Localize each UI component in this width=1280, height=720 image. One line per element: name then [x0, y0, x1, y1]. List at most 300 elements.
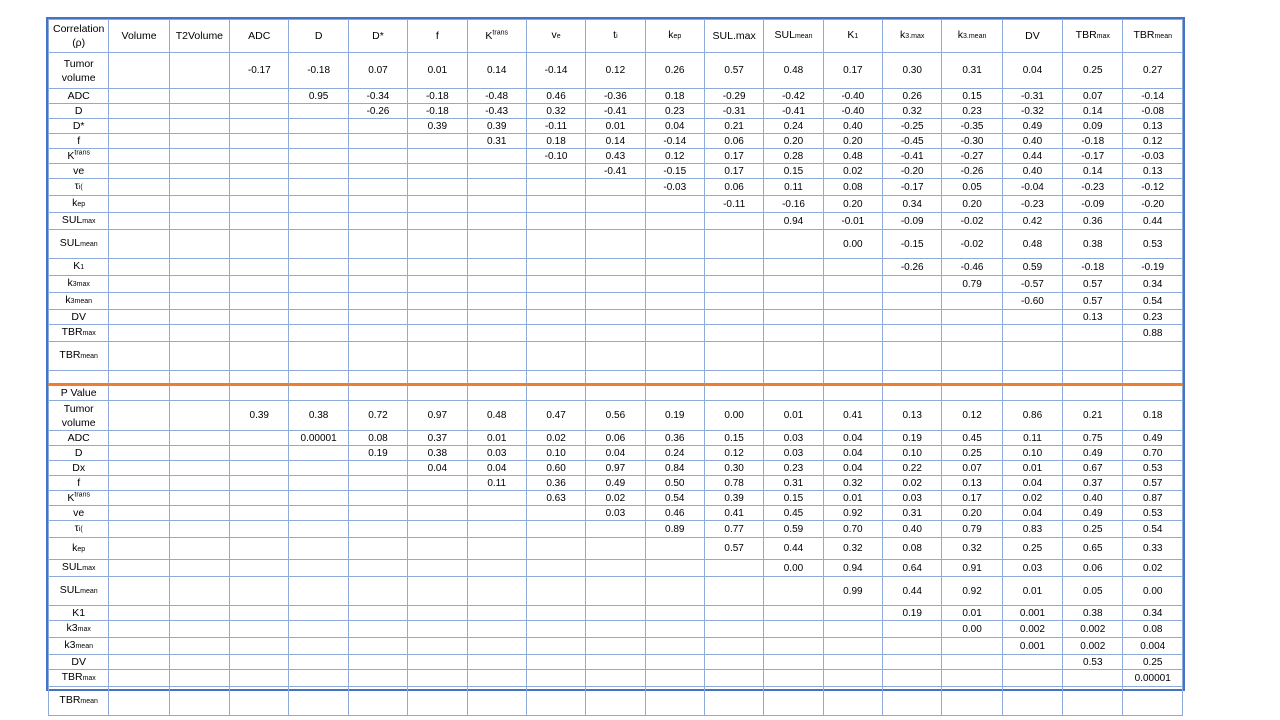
table-cell — [230, 687, 289, 716]
table-cell: 0.18 — [645, 89, 704, 104]
table-cell — [289, 538, 348, 560]
table-cell: 0.04 — [408, 461, 467, 476]
row-label — [49, 621, 109, 638]
spacer-cell — [230, 371, 289, 385]
table-cell: 0.30 — [883, 53, 942, 89]
column-header — [348, 20, 407, 53]
table-cell: 0.36 — [526, 476, 585, 491]
table-cell — [1123, 342, 1183, 371]
table-cell: 0.97 — [586, 461, 645, 476]
label-base: k — [72, 541, 78, 554]
table-cell: 0.13 — [942, 476, 1002, 491]
label-base: D* — [72, 120, 85, 132]
table-cell: 0.92 — [942, 577, 1002, 606]
table-cell — [645, 560, 704, 577]
table-cell: 0.53 — [1123, 230, 1183, 259]
table-row — [49, 276, 1183, 293]
table-cell — [704, 259, 763, 276]
table-cell — [1002, 670, 1062, 687]
table-cell: 0.02 — [526, 431, 585, 446]
table-cell: 0.00 — [823, 230, 882, 259]
table-cell — [408, 506, 467, 521]
table-cell — [408, 687, 467, 716]
table-cell — [764, 577, 823, 606]
table-cell: 0.04 — [645, 119, 704, 134]
table-cell: 0.34 — [1123, 276, 1183, 293]
table-cell: 0.12 — [704, 446, 763, 461]
table-cell: -0.42 — [764, 89, 823, 104]
table-cell — [109, 179, 169, 196]
table-cell — [169, 119, 229, 134]
table-cell: -0.17 — [230, 53, 289, 89]
table-cell — [230, 164, 289, 179]
table-row — [49, 179, 1183, 196]
table-cell — [348, 196, 407, 213]
table-cell: 0.19 — [883, 606, 942, 621]
table-cell: -0.34 — [348, 89, 407, 104]
table-cell — [230, 179, 289, 196]
section-separator — [49, 371, 1183, 385]
table-cell — [230, 89, 289, 104]
table-cell: 0.31 — [467, 134, 526, 149]
label-base: k — [957, 29, 964, 41]
table-cell — [764, 310, 823, 325]
table-cell: 0.15 — [764, 491, 823, 506]
table-cell: 0.48 — [823, 149, 882, 164]
table-cell — [230, 621, 289, 638]
table-cell: 0.18 — [526, 134, 585, 149]
table-cell — [467, 577, 526, 606]
table-cell — [467, 164, 526, 179]
table-cell — [109, 687, 169, 716]
table-cell — [823, 638, 882, 655]
table-cell: 0.38 — [408, 446, 467, 461]
table-row — [49, 164, 1183, 179]
table-cell: 0.72 — [348, 401, 407, 431]
label-base: SUL — [61, 214, 83, 226]
table-cell — [230, 461, 289, 476]
row-label — [49, 577, 109, 606]
table-cell — [230, 521, 289, 538]
table-row — [49, 401, 1183, 431]
table-cell — [883, 385, 942, 401]
table-cell — [408, 521, 467, 538]
table-cell — [586, 342, 645, 371]
table-cell — [169, 196, 229, 213]
table-cell: 0.19 — [883, 431, 942, 446]
label-sub: ep — [77, 201, 86, 208]
table-cell — [526, 655, 585, 670]
table-cell: 0.07 — [348, 53, 407, 89]
table-cell — [467, 293, 526, 310]
column-header — [645, 20, 704, 53]
table-cell — [109, 53, 169, 89]
column-header — [823, 20, 882, 53]
label-base: ADC — [248, 29, 271, 42]
table-cell — [1063, 385, 1123, 401]
row-label — [49, 179, 109, 196]
table-cell — [526, 259, 585, 276]
table-cell — [942, 687, 1002, 716]
table-cell: 0.88 — [1123, 325, 1183, 342]
label-base: v — [551, 29, 557, 41]
table-cell — [467, 655, 526, 670]
table-cell — [348, 606, 407, 621]
table-cell — [289, 149, 348, 164]
table-cell — [169, 401, 229, 431]
table-cell — [526, 325, 585, 342]
table-cell: -0.03 — [1123, 149, 1183, 164]
table-cell: -0.18 — [1063, 259, 1123, 276]
row-label — [49, 342, 109, 371]
label-base: SUL — [61, 561, 83, 573]
table-cell — [586, 638, 645, 655]
table-cell: 0.25 — [1063, 53, 1123, 89]
table-cell — [289, 606, 348, 621]
table-cell — [526, 538, 585, 560]
table-cell: 0.18 — [1123, 401, 1183, 431]
table-cell: 0.43 — [586, 149, 645, 164]
table-cell — [823, 655, 882, 670]
row-label — [49, 196, 109, 213]
table-cell: 0.05 — [1063, 577, 1123, 606]
label-base: ADC — [67, 432, 90, 444]
row-label — [49, 259, 109, 276]
table-cell — [586, 310, 645, 325]
table-cell — [586, 621, 645, 638]
table-cell: 0.004 — [1123, 638, 1183, 655]
table-cell: 0.05 — [942, 179, 1002, 196]
label-base: K — [67, 492, 75, 504]
table-cell: -0.45 — [883, 134, 942, 149]
table-cell — [169, 606, 229, 621]
spacer-cell — [348, 371, 407, 385]
table-cell: 0.40 — [1002, 164, 1062, 179]
label-sub: max — [82, 675, 96, 682]
table-cell — [467, 325, 526, 342]
table-cell — [169, 149, 229, 164]
table-cell — [526, 621, 585, 638]
table-cell — [408, 560, 467, 577]
table-cell: 0.59 — [764, 521, 823, 538]
table-cell — [289, 310, 348, 325]
table-cell — [289, 506, 348, 521]
table-row — [49, 259, 1183, 276]
table-cell: 0.89 — [645, 521, 704, 538]
spacer-cell — [883, 371, 942, 385]
column-header — [1002, 20, 1062, 53]
table-cell — [823, 293, 882, 310]
table-cell — [408, 259, 467, 276]
table-cell: -0.15 — [645, 164, 704, 179]
table-cell: -0.15 — [883, 230, 942, 259]
label-base: Tumor volume — [61, 57, 96, 84]
table-cell — [467, 342, 526, 371]
spacer-cell — [704, 371, 763, 385]
table-cell — [289, 446, 348, 461]
spacer-cell — [586, 371, 645, 385]
table-cell: -0.41 — [883, 149, 942, 164]
table-cell — [109, 538, 169, 560]
table-cell: 0.75 — [1063, 431, 1123, 446]
table-cell: -0.18 — [289, 53, 348, 89]
table-cell: 0.02 — [1002, 491, 1062, 506]
table-cell: 0.32 — [823, 476, 882, 491]
table-cell: 0.40 — [823, 119, 882, 134]
table-cell — [467, 670, 526, 687]
table-cell — [289, 342, 348, 371]
table-cell: 0.14 — [1063, 104, 1123, 119]
table-cell: -0.46 — [942, 259, 1002, 276]
table-cell — [408, 149, 467, 164]
table-cell — [526, 687, 585, 716]
table-cell: 0.23 — [764, 461, 823, 476]
table-cell — [1063, 342, 1123, 371]
label-base: k — [900, 29, 906, 41]
table-cell: 0.40 — [1002, 134, 1062, 149]
table-cell: 0.94 — [764, 213, 823, 230]
table-cell — [348, 325, 407, 342]
table-cell — [823, 325, 882, 342]
table-cell — [109, 476, 169, 491]
table-cell — [645, 621, 704, 638]
table-cell: 0.84 — [645, 461, 704, 476]
table-cell: -0.01 — [823, 213, 882, 230]
label-base: SUL — [774, 29, 795, 41]
table-cell — [408, 538, 467, 560]
label-base: f — [77, 135, 81, 147]
table-cell — [169, 655, 229, 670]
table-row — [49, 104, 1183, 119]
table-cell: 0.08 — [1123, 621, 1183, 638]
table-cell: 0.39 — [230, 401, 289, 431]
table-cell: 0.03 — [764, 431, 823, 446]
table-cell — [645, 293, 704, 310]
table-cell: -0.43 — [467, 104, 526, 119]
table-cell — [289, 259, 348, 276]
row-label — [49, 230, 109, 259]
table-cell — [230, 149, 289, 164]
table-cell: 0.57 — [704, 53, 763, 89]
table-cell — [289, 476, 348, 491]
label-base: t — [613, 29, 617, 41]
table-cell: 0.30 — [704, 461, 763, 476]
table-cell — [169, 506, 229, 521]
table-cell — [467, 385, 526, 401]
table-cell — [526, 506, 585, 521]
table-cell — [586, 538, 645, 560]
table-row — [49, 621, 1183, 638]
table-cell — [230, 655, 289, 670]
table-cell — [109, 401, 169, 431]
table-cell: 0.70 — [1123, 446, 1183, 461]
table-cell: -0.29 — [704, 89, 763, 104]
table-cell — [230, 293, 289, 310]
table-cell — [348, 506, 407, 521]
table-cell — [942, 293, 1002, 310]
table-cell — [764, 293, 823, 310]
table-cell — [883, 687, 942, 716]
table-cell — [704, 670, 763, 687]
table-cell — [109, 134, 169, 149]
table-cell — [883, 293, 942, 310]
table-cell — [883, 670, 942, 687]
table-cell: 0.57 — [1063, 276, 1123, 293]
table-cell — [764, 606, 823, 621]
table-cell: -0.17 — [1063, 149, 1123, 164]
column-header — [883, 20, 942, 53]
table-cell: 0.15 — [942, 89, 1002, 104]
table-cell — [230, 310, 289, 325]
table-cell — [348, 230, 407, 259]
label-base: DV — [71, 311, 86, 323]
table-cell: 0.00 — [764, 560, 823, 577]
table-cell — [109, 213, 169, 230]
row-label — [49, 491, 109, 506]
table-cell: 0.20 — [823, 134, 882, 149]
table-cell: 0.47 — [526, 401, 585, 431]
column-header — [764, 20, 823, 53]
table-row — [49, 446, 1183, 461]
table-cell — [704, 577, 763, 606]
table-cell — [704, 560, 763, 577]
table-cell: 0.13 — [1123, 164, 1183, 179]
table-row — [49, 577, 1183, 606]
table-cell — [526, 230, 585, 259]
table-cell — [764, 276, 823, 293]
label-sub: max — [77, 626, 91, 633]
table-cell: -0.18 — [408, 104, 467, 119]
table-cell: -0.18 — [408, 89, 467, 104]
correlation-header-line: (ρ) — [72, 37, 86, 49]
table-cell — [169, 293, 229, 310]
table-cell: 0.48 — [1002, 230, 1062, 259]
label-base: K — [847, 29, 855, 41]
table-cell — [408, 385, 467, 401]
table-cell: 0.04 — [1002, 476, 1062, 491]
table-cell: 0.07 — [942, 461, 1002, 476]
table-cell: -0.41 — [764, 104, 823, 119]
table-cell — [169, 89, 229, 104]
table-cell — [109, 385, 169, 401]
spacer-cell — [764, 371, 823, 385]
table-cell — [526, 560, 585, 577]
table-cell — [109, 259, 169, 276]
table-cell — [408, 638, 467, 655]
table-cell: 0.31 — [942, 53, 1002, 89]
label-base: ADC — [67, 90, 90, 102]
table-cell: 0.002 — [1063, 638, 1123, 655]
table-cell — [764, 325, 823, 342]
table-cell — [348, 560, 407, 577]
table-cell — [169, 164, 229, 179]
table-cell — [109, 606, 169, 621]
label-base: TBR — [1075, 29, 1097, 41]
table-cell: 0.45 — [942, 431, 1002, 446]
table-cell — [1002, 655, 1062, 670]
table-cell: -0.11 — [704, 196, 763, 213]
table-cell: 0.37 — [408, 431, 467, 446]
table-cell: -0.17 — [883, 179, 942, 196]
table-cell: 0.36 — [645, 431, 704, 446]
table-cell: 0.25 — [1002, 538, 1062, 560]
row-label — [49, 606, 109, 621]
table-cell — [289, 687, 348, 716]
label-sub: mean — [80, 353, 98, 360]
table-cell — [1063, 687, 1123, 716]
table-cell — [169, 476, 229, 491]
table-cell: 0.02 — [823, 164, 882, 179]
table-cell: 0.49 — [1123, 431, 1183, 446]
table-cell: 0.53 — [1123, 506, 1183, 521]
table-cell — [348, 461, 407, 476]
row-label — [49, 149, 109, 164]
label-base: k3 — [66, 622, 78, 634]
table-cell — [169, 53, 229, 89]
table-cell — [348, 655, 407, 670]
table-cell — [109, 230, 169, 259]
table-cell: 0.14 — [467, 53, 526, 89]
correlation-header-line: Correlation — [53, 23, 105, 35]
table-cell — [586, 293, 645, 310]
row-label — [49, 325, 109, 342]
table-cell: 0.09 — [1063, 119, 1123, 134]
table-cell — [526, 310, 585, 325]
table-cell — [230, 119, 289, 134]
table-cell: 0.53 — [1123, 461, 1183, 476]
table-cell — [348, 310, 407, 325]
table-cell: 0.32 — [526, 104, 585, 119]
table-cell — [109, 342, 169, 371]
label-sub: i — [616, 33, 618, 40]
table-cell — [408, 196, 467, 213]
label-base: SUL — [59, 237, 81, 249]
table-cell — [764, 230, 823, 259]
table-cell — [408, 577, 467, 606]
row-label — [49, 461, 109, 476]
table-row — [49, 687, 1183, 716]
column-header — [109, 20, 169, 53]
table-cell — [230, 134, 289, 149]
table-cell — [1123, 687, 1183, 716]
table-cell: 0.00001 — [1123, 670, 1183, 687]
table-cell — [704, 342, 763, 371]
table-cell — [169, 213, 229, 230]
table-cell — [109, 149, 169, 164]
table-cell: -0.30 — [942, 134, 1002, 149]
table-cell: 0.002 — [1002, 621, 1062, 638]
table-cell: 0.02 — [883, 476, 942, 491]
table-cell — [526, 276, 585, 293]
row-label — [49, 134, 109, 149]
table-row — [49, 431, 1183, 446]
table-cell: 0.10 — [883, 446, 942, 461]
row-label — [49, 446, 109, 461]
table-cell — [169, 670, 229, 687]
table-cell: 0.04 — [467, 461, 526, 476]
table-cell: 0.79 — [942, 276, 1002, 293]
spacer-cell — [645, 371, 704, 385]
label-base: k — [65, 294, 71, 306]
table-cell — [408, 230, 467, 259]
label-base: K — [73, 260, 81, 272]
table-cell — [586, 521, 645, 538]
table-cell: -0.35 — [942, 119, 1002, 134]
table-cell — [169, 179, 229, 196]
table-cell — [823, 687, 882, 716]
table-cell: 0.02 — [1123, 560, 1183, 577]
table-cell: 0.38 — [289, 401, 348, 431]
